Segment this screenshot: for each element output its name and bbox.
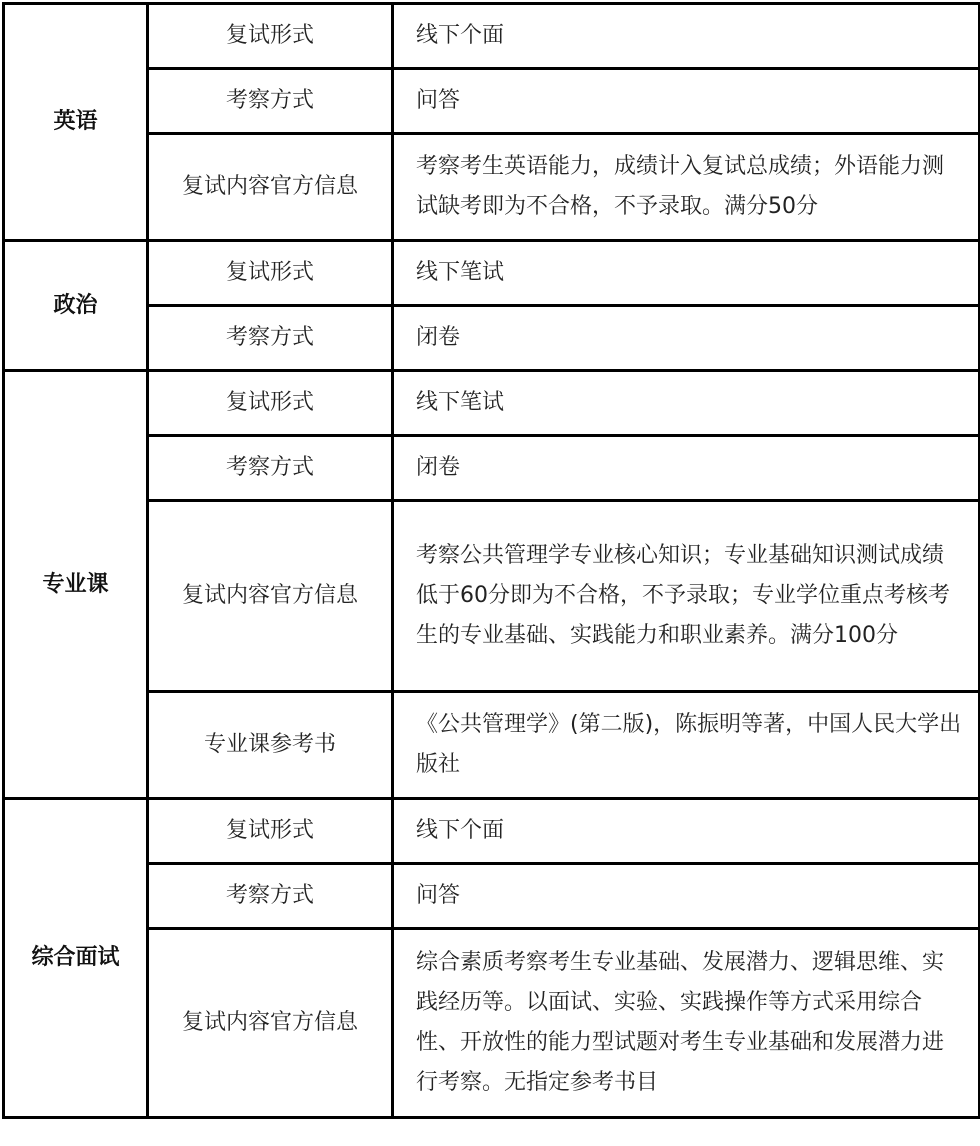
table-row (4, 371, 980, 436)
item-value: 《公共管理学》(第二版)，陈振明等著，中国人民大学出版社 (393, 692, 980, 799)
table-row (4, 692, 980, 799)
item-value: 线下个面 (393, 4, 980, 69)
table-row (4, 799, 980, 864)
table-row (4, 306, 980, 371)
item-value: 线下笔试 (393, 371, 980, 436)
retest-info-table (2, 2, 980, 1119)
item-label: 复试形式 (148, 799, 393, 864)
table-row (4, 4, 980, 69)
table-row (4, 864, 980, 929)
table-row (4, 929, 980, 1118)
subject-cell-politics: 政治 (4, 241, 148, 371)
item-label: 专业课参考书 (148, 692, 393, 799)
table-row (4, 436, 980, 501)
item-label: 考察方式 (148, 864, 393, 929)
subject-cell-english: 英语 (4, 4, 148, 241)
item-value: 线下个面 (393, 799, 980, 864)
item-value: 考察公共管理学专业核心知识；专业基础知识测试成绩低于60分即为不合格，不予录取；专业学位重点考核考生的专业基础、实践能力和职业素养。满分100分 (393, 501, 980, 692)
item-label: 复试形式 (148, 4, 393, 69)
table-row (4, 241, 980, 306)
item-label: 复试内容官方信息 (148, 501, 393, 692)
item-label: 复试形式 (148, 371, 393, 436)
item-value: 问答 (393, 69, 980, 134)
item-value: 考察考生英语能力，成绩计入复试总成绩；外语能力测试缺考即为不合格，不予录取。满分50分 (393, 134, 980, 241)
subject-cell-interview: 综合面试 (4, 799, 148, 1118)
item-value: 闭卷 (393, 306, 980, 371)
item-label: 考察方式 (148, 69, 393, 134)
item-label: 考察方式 (148, 436, 393, 501)
table-row (4, 134, 980, 241)
item-value: 综合素质考察考生专业基础、发展潜力、逻辑思维、实践经历等。以面试、实验、实践操作等方式采用综合性、开放性的能力型试题对考生专业基础和发展潜力进行考察。无指定参考书目 (393, 929, 980, 1118)
item-value: 闭卷 (393, 436, 980, 501)
item-label: 复试形式 (148, 241, 393, 306)
table-row (4, 69, 980, 134)
item-label: 复试内容官方信息 (148, 134, 393, 241)
item-value: 问答 (393, 864, 980, 929)
table-row (4, 501, 980, 692)
subject-cell-major: 专业课 (4, 371, 148, 799)
item-value: 线下笔试 (393, 241, 980, 306)
item-label: 复试内容官方信息 (148, 929, 393, 1118)
item-label: 考察方式 (148, 306, 393, 371)
